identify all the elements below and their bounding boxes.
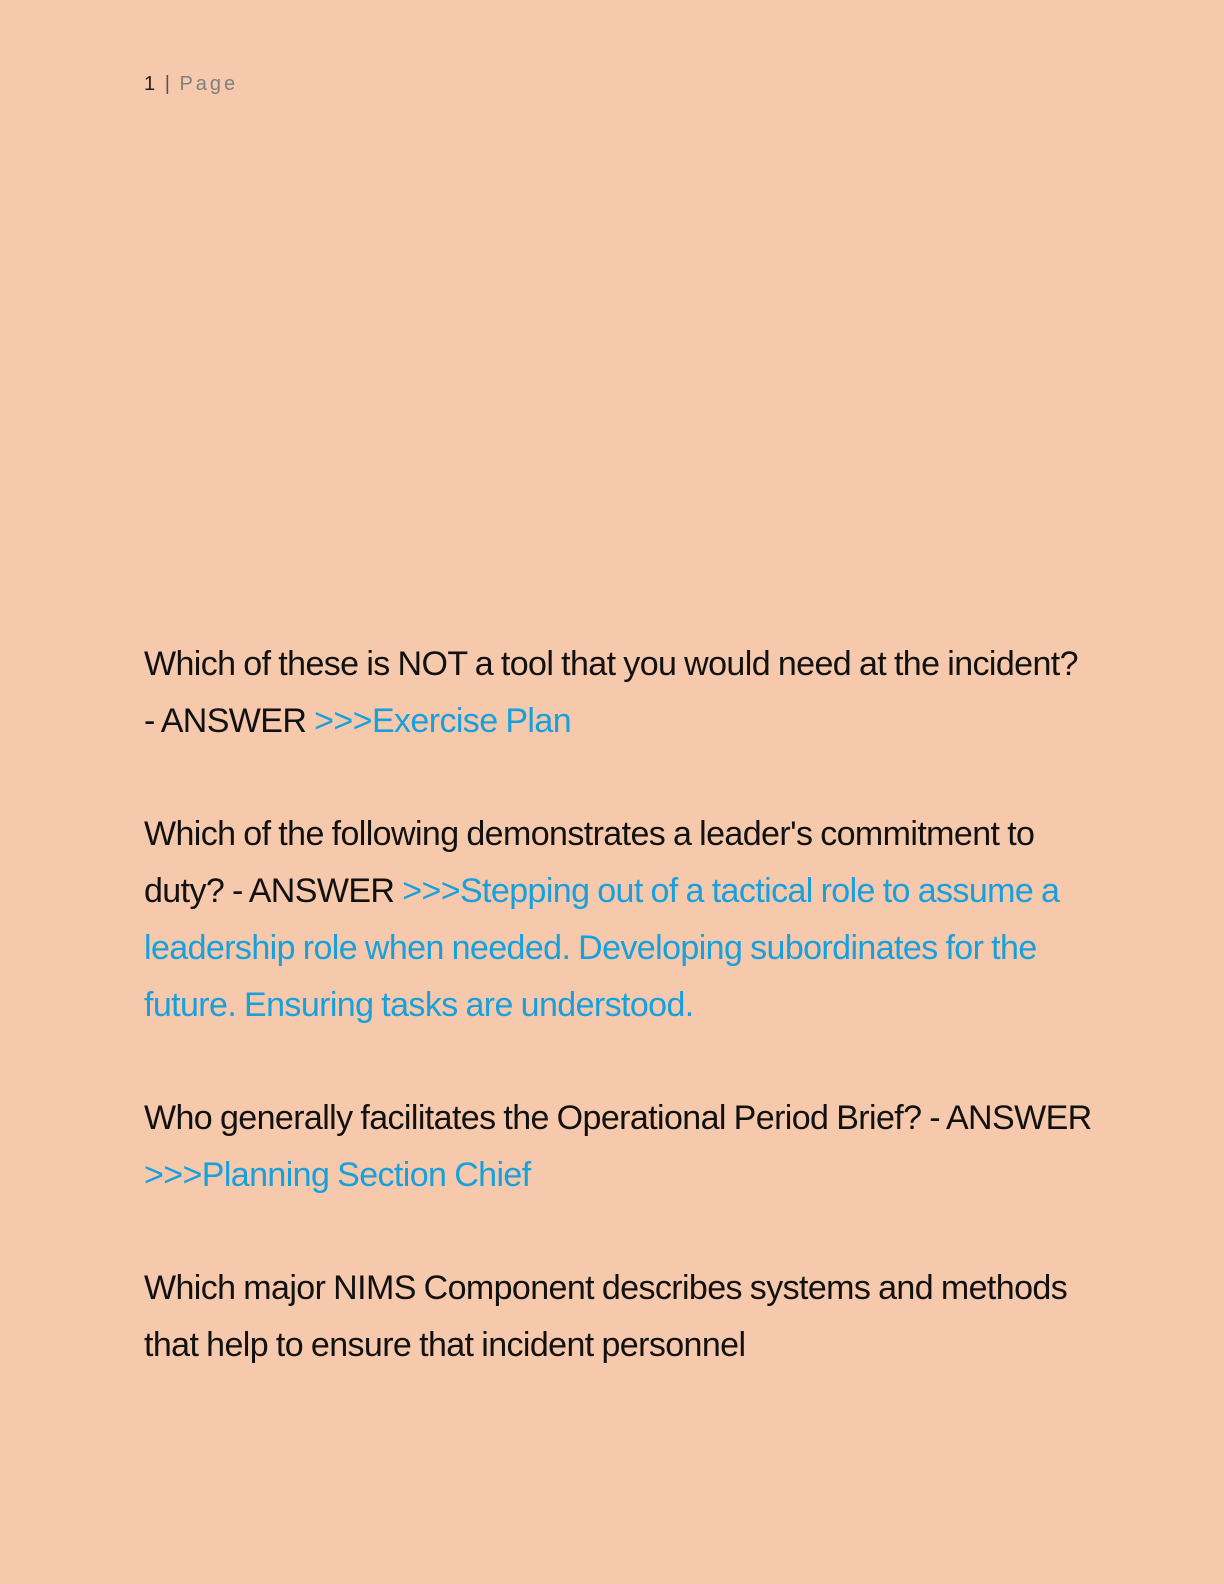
- qa-item: [144, 1260, 1094, 1374]
- page-number: 1: [144, 73, 158, 95]
- question-text: Who generally facilitates the Operational Period Brief? - ANSWER: [144, 1099, 1092, 1137]
- answer-text: >>>Stepping out of a tactical role to assume a leadership role when needed. Developing subordinates for the future. Ensuring tasks are understood.: [144, 872, 1060, 1024]
- page-separator: |: [164, 73, 172, 95]
- page-header: [144, 72, 238, 96]
- page-label: Page: [179, 73, 239, 95]
- question-text: Which of the following demonstrates a leader's commitment to duty? - ANSWER: [144, 815, 1035, 910]
- qa-item: [144, 636, 1094, 750]
- qa-item: [144, 1090, 1094, 1204]
- question-text: Which major NIMS Component describes systems and methods that help to ensure that incident personnel: [144, 1269, 1068, 1364]
- question-text: Which of these is NOT a tool that you would need at the incident? - ANSWER: [144, 645, 1078, 740]
- document-body: [144, 636, 1094, 1430]
- answer-text: >>>Exercise Plan: [314, 702, 572, 740]
- qa-item: [144, 806, 1094, 1034]
- answer-text: >>>Planning Section Chief: [144, 1156, 531, 1194]
